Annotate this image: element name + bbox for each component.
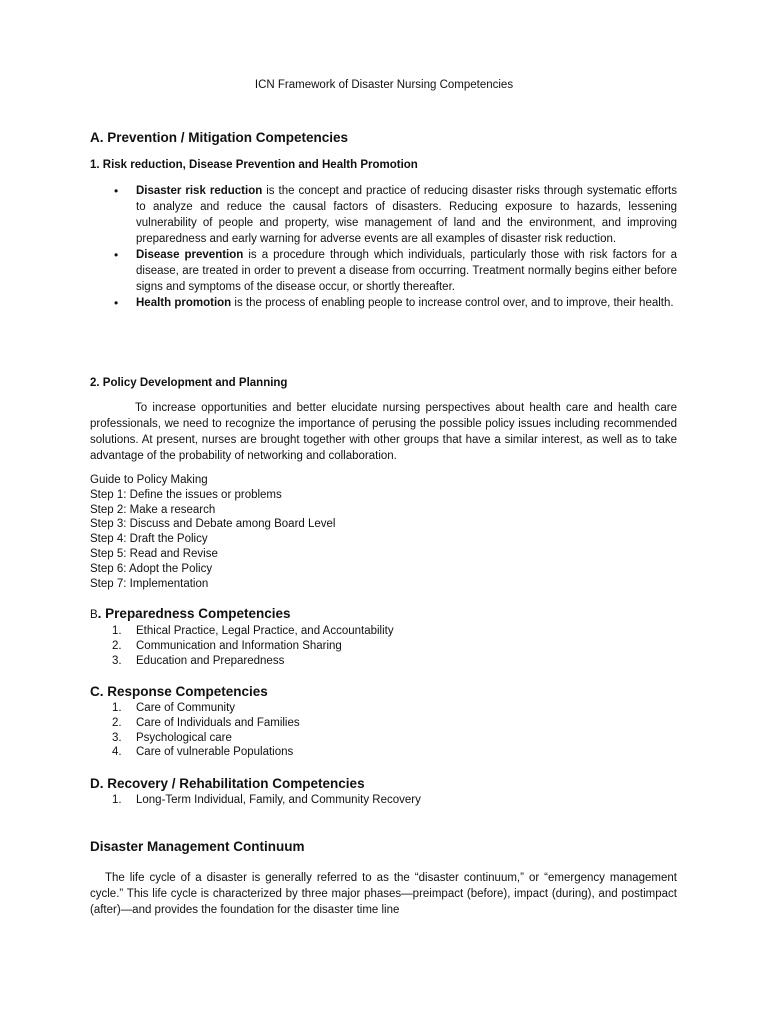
list-number: 1. (112, 625, 122, 637)
list-item (112, 654, 394, 669)
section-a2-heading: 2. Policy Development and Planning (90, 377, 288, 389)
list-item (110, 247, 677, 295)
bullet-term: Disaster risk reduction (136, 185, 263, 197)
list-text: Long-Term Individual, Family, and Community Recovery (136, 794, 421, 806)
list-item (110, 295, 677, 311)
list-number: 1. (112, 794, 122, 806)
guide-title: Guide to Policy Making (90, 474, 208, 486)
section-c-heading: C. Response Competencies (90, 684, 268, 699)
policy-paragraph: To increase opportunities and better elucidate nursing perspectives about health care and health care professionals, we need to recognize the importance of perusing the possible policy issues including recommended solutions. At present, nurses are brought together with other groups that have a similar interest, as well as to take advantage of the probability of networking and collaboration. (90, 402, 677, 462)
section-c-list (112, 701, 300, 760)
bullet-term: Health promotion (136, 297, 232, 309)
list-text: Education and Preparedness (136, 654, 285, 667)
list-text: Care of vulnerable Populations (136, 746, 294, 759)
list-text: Care of Community (136, 702, 236, 714)
list-item (110, 183, 677, 247)
list-text: Ethical Practice, Legal Practice, and Accountability (136, 625, 394, 637)
list-item (112, 624, 394, 639)
list-text: Communication and Information Sharing (136, 639, 342, 652)
section-b-heading (90, 606, 291, 621)
list-number: 4. (112, 746, 122, 759)
section-b-letter: B (90, 609, 98, 621)
list-item (112, 701, 300, 716)
section-b-list (112, 624, 394, 668)
list-number: 1. (112, 702, 122, 714)
list-item (112, 731, 300, 746)
section-a-heading: A. Prevention / Mitigation Competencies (90, 130, 349, 145)
section-a1-heading: 1. Risk reduction, Disease Prevention and Health Promotion (90, 159, 418, 171)
list-item: Step 7: Implementation (90, 577, 209, 590)
list-item: Step 4: Draft the Policy (90, 533, 208, 546)
section-d-heading: D. Recovery / Rehabilitation Competencies (90, 776, 365, 791)
list-item: Step 6: Adopt the Policy (90, 562, 213, 575)
list-number: 3. (112, 731, 122, 744)
section-a1-bullet-list (110, 183, 677, 311)
bullet-text: is a procedure through which individuals, particularly those with risk factors for a disease, are treated in order to prevent a disease from occurring. Treatment normally begins either before signs and symptoms of the disease occur, or shortly thereafter. (136, 249, 677, 293)
bullet-text: is the concept and practice of reducing disaster risks through systematic efforts to analyze and reduce the causal factors of disasters. Reducing exposure to hazards, lessening vulnerability of people and property, wise management of land and the environment, and improving preparedness and early warning for adverse events are all examples of disaster risk reduction. (136, 185, 677, 245)
list-number: 2. (112, 639, 122, 652)
list-item (112, 716, 300, 731)
bullet-text: is the process of enabling people to increase control over, and to improve, their health. (231, 297, 674, 309)
list-number: 3. (112, 654, 122, 667)
bullet-term: Disease prevention (136, 249, 244, 261)
document-title: ICN Framework of Disaster Nursing Competencies (254, 79, 514, 91)
section-b-heading-text: . Preparedness Competencies (97, 606, 291, 621)
list-item (112, 745, 300, 760)
list-number: 2. (112, 716, 122, 729)
list-item (112, 639, 394, 654)
list-item (112, 793, 421, 808)
policy-guide (90, 473, 335, 591)
list-item: Step 1: Define the issues or problems (90, 488, 282, 501)
list-item: Step 2: Make a research (90, 503, 216, 516)
list-item: Step 5: Read and Revise (90, 547, 218, 560)
section-d-list (112, 793, 421, 808)
list-text: Psychological care (136, 731, 232, 744)
continuum-paragraph: The life cycle of a disaster is generally referred to as the “disaster continuum,” or “emergency management cycle.” This life cycle is characterized by three major phases—preimpact (before), impact (during), and postimpact (after)—and provides the foundation for the disaster time line (90, 872, 677, 916)
list-item: Step 3: Discuss and Debate among Board Level (90, 518, 336, 531)
list-text: Care of Individuals and Families (136, 716, 300, 729)
continuum-heading: Disaster Management Continuum (90, 839, 305, 854)
